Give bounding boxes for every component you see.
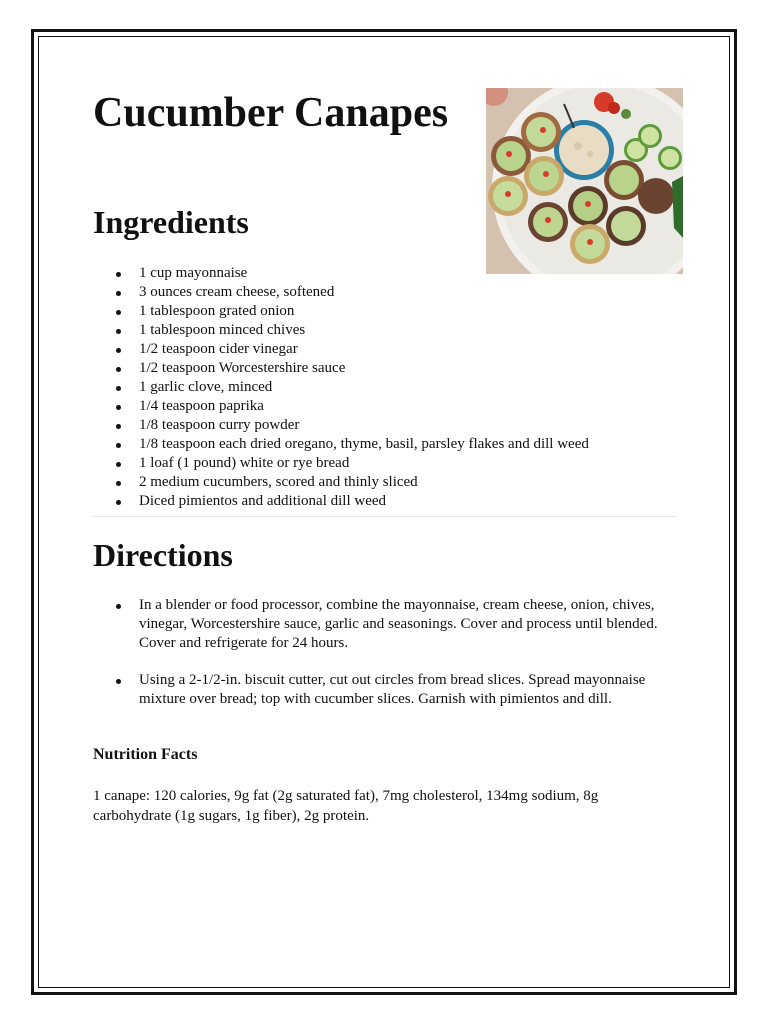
direction-step: Using a 2-1/2-in. biscuit cutter, cut out circles from bread slices. Spread mayonnaise mixture over bread; top with cucumber slices. Garnish with pimientos and dill. [110, 671, 670, 709]
ingredient-item: 1 cup mayonnaise [110, 264, 589, 283]
ingredient-item: 1/2 teaspoon cider vinegar [110, 340, 589, 359]
nutrition-text: 1 canape: 120 calories, 9g fat (2g saturated fat), 7mg cholesterol, 134mg sodium, 8g carbohydrate (1g sugars, 1g fiber), 2g protein. [93, 788, 599, 824]
nutrition-heading: Nutrition Facts [93, 746, 198, 763]
ingredient-item: Diced pimientos and additional dill weed [110, 492, 589, 511]
directions-heading: Directions [93, 537, 233, 573]
ingredient-item: 3 ounces cream cheese, softened [110, 283, 589, 302]
ingredients-list [110, 264, 589, 511]
ingredient-item: 1/8 teaspoon each dried oregano, thyme, basil, parsley flakes and dill weed [110, 435, 589, 454]
ingredients-heading: Ingredients [93, 204, 249, 240]
ingredient-item: 1 tablespoon minced chives [110, 321, 589, 340]
section-divider [93, 516, 677, 517]
ingredient-item: 1/4 teaspoon paprika [110, 397, 589, 416]
ingredient-item: 1 tablespoon grated onion [110, 302, 589, 321]
ingredient-item: 1 loaf (1 pound) white or rye bread [110, 454, 589, 473]
recipe-photo [486, 88, 683, 274]
ingredient-item: 1 garlic clove, minced [110, 378, 589, 397]
ingredient-item: 2 medium cucumbers, scored and thinly sliced [110, 473, 589, 492]
ingredient-item: 1/2 teaspoon Worcestershire sauce [110, 359, 589, 378]
recipe-title: Cucumber Canapes [93, 90, 449, 136]
directions-list [110, 596, 670, 727]
direction-step: In a blender or food processor, combine the mayonnaise, cream cheese, onion, chives, vinegar, Worcestershire sauce, garlic and seasonings. Cover and process until blended. Cover and refrigerate for 24 hours. [110, 596, 670, 653]
ingredient-item: 1/8 teaspoon curry powder [110, 416, 589, 435]
